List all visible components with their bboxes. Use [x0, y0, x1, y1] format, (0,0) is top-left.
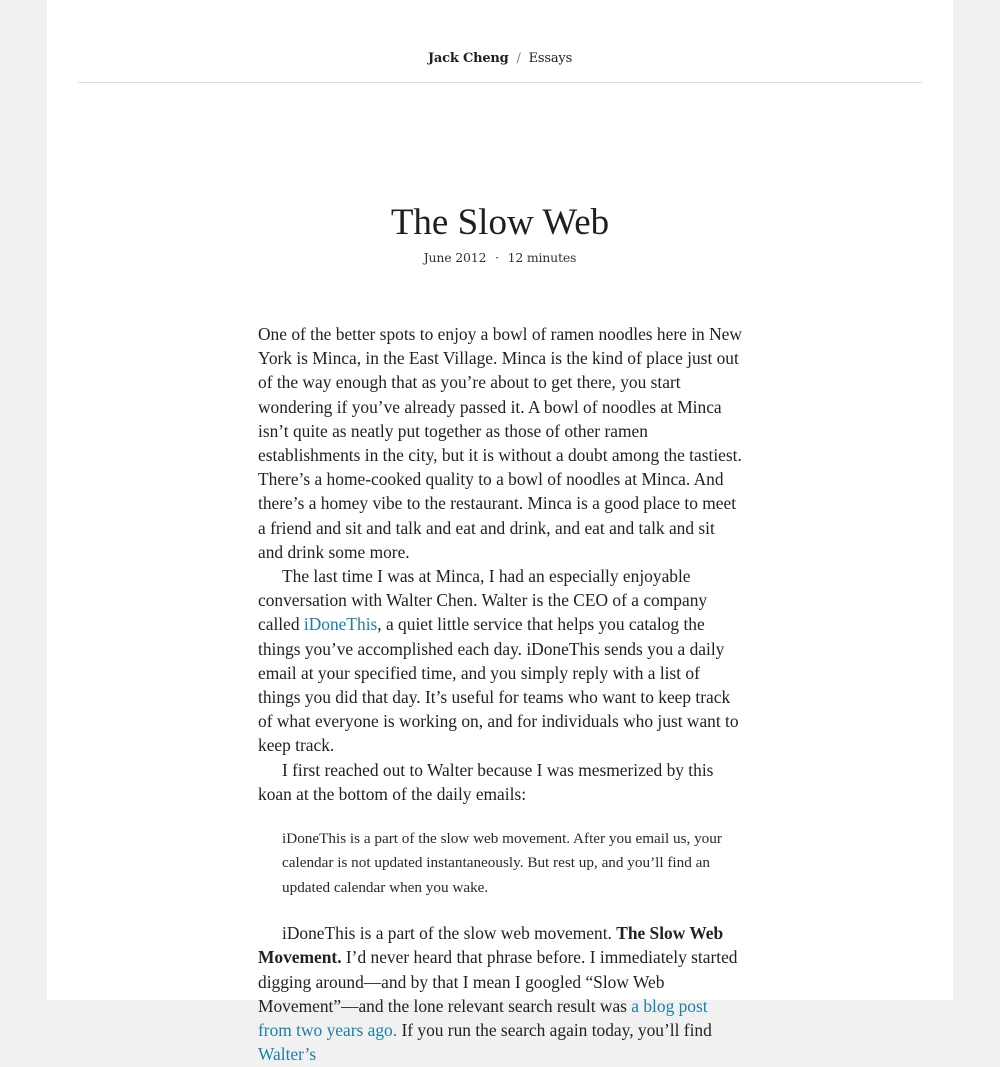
- breadcrumb-home-link[interactable]: Jack Cheng: [427, 51, 509, 66]
- blog-post-link[interactable]: a blog post from two years ago.: [258, 995, 708, 1041]
- slow-web-movement-bold: The Slow Web Movement.: [258, 923, 724, 968]
- paragraph-2: [258, 564, 744, 758]
- paragraph-4-text-mid: I’d never heard that phrase before. I immediately started digging around—and by that I mean I googled “Slow Web Movement”—and the lone relevant search result was: [258, 947, 738, 1016]
- paragraph-4-text-mid-2: If you run the search again today, you’ll find: [397, 1020, 712, 1041]
- site-header: [78, 0, 922, 83]
- koan-quote: iDoneThis is a part of the slow web movement. After you email us, your calendar is not updated instantaneously. But rest up, and you’ll find an updated calendar when you wake.: [282, 830, 722, 896]
- paragraph-1: One of the better spots to enjoy a bowl of ramen noodles here in New York is Minca, in the East Village. Minca is the kind of place just out of the way enough that as you’re about to get there, you start wondering if you’ve already passed it. A bowl of noodles at Minca isn’t quite as neatly put together as those of other ramen establishments in the city, but it is without a doubt among the tastiest. There’s a home-cooked quality to a bowl of noodles at Minca. And there’s a homey vibe to the restaurant. Minca is a good place to meet a friend and sit and talk and eat and drink, and eat and talk and sit and drink some more.: [258, 324, 742, 562]
- breadcrumb-separator: /: [516, 51, 521, 66]
- article-header: [47, 198, 953, 267]
- article-meta: [47, 249, 953, 267]
- idonethis-link[interactable]: iDoneThis: [303, 614, 378, 635]
- page: [47, 0, 953, 1065]
- meta-separator: ·: [495, 250, 499, 265]
- paragraph-4-text-start: iDoneThis is a part of the slow web movement.: [282, 923, 617, 944]
- article-title: The Slow Web: [390, 202, 610, 243]
- article-date: June 2012: [423, 250, 487, 265]
- breadcrumb-essays-link[interactable]: Essays: [528, 51, 573, 66]
- reading-time: 12 minutes: [507, 250, 577, 265]
- paragraph-3: I first reached out to Walter because I was mesmerized by this koan at the bottom of the daily emails:: [258, 759, 714, 804]
- paragraph-4: [258, 921, 744, 1066]
- walters-link[interactable]: Walter’s: [258, 1044, 317, 1065]
- breadcrumb: [78, 50, 922, 68]
- paragraph-2-text-start: The last time I was at Minca, I had an especially enjoyable conversation with Walter Chen. Walter is the CEO of a company called: [258, 566, 708, 635]
- paragraph-2-text-end: , a quiet little service that helps you catalog the things you’ve accomplished each day. iDoneThis sends you a daily email at your specified time, and you simply reply with a list of things you did that day. It’s useful for teams who want to keep track of what everyone is working on, and for individuals who just want to keep track.: [258, 614, 739, 756]
- article-body: [258, 322, 744, 1067]
